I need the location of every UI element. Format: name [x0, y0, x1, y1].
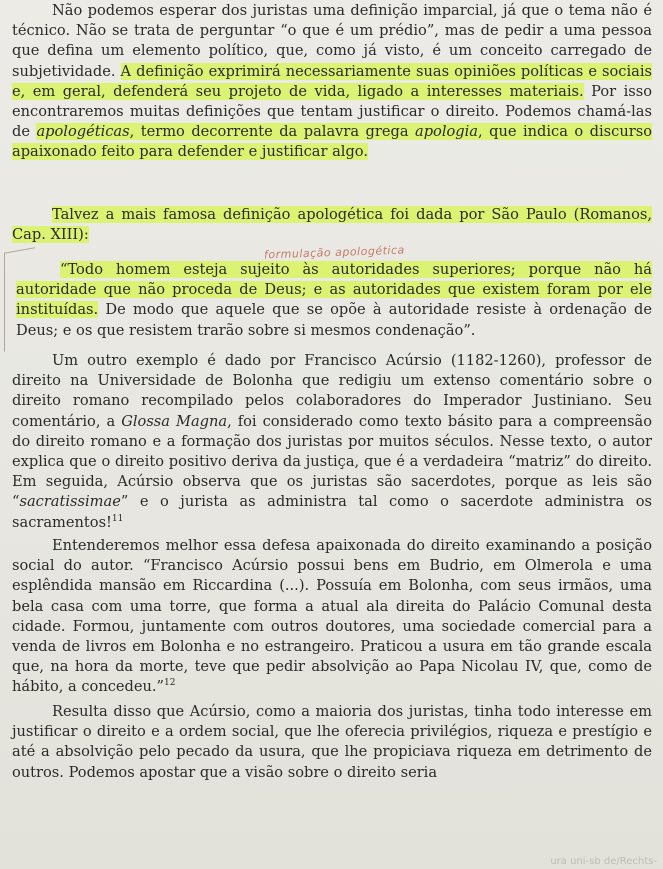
term-sacratissimae: sacratissimae	[19, 493, 121, 511]
term-apologeticas: apologéticas	[36, 123, 130, 141]
paragraph-1-text-c: , termo decorrente da palavra grega	[129, 123, 416, 141]
paragraph-5	[12, 536, 652, 698]
paragraph-2	[12, 205, 652, 245]
paragraph-1-text-b: Por isso encontraremos muitas definições que tentam justificar o direito. Podemos chamá-las de	[12, 82, 653, 141]
highlighted-sentence-1: A definição exprimirá necessariamente suas opiniões políticas e sociais e, em geral, defenderá seu projeto de vida, ligado a interesses materiais.	[12, 62, 652, 100]
term-apologia: apologia	[415, 123, 479, 141]
highlighted-intro-sao-paulo: Talvez a mais famosa definição apologética foi dada por São Paulo (Romanos, Cap. XIII):	[12, 206, 652, 244]
footnote-11[interactable]: 11	[111, 513, 124, 524]
paragraph-1	[12, 1, 652, 163]
watermark: ura uni-sb de/Rechts-	[550, 856, 657, 867]
paragraph-4-text-c: ” e o jurista as administra tal como o sacerdote administra os sacramentos!	[12, 493, 652, 531]
paragraph-6	[12, 702, 652, 783]
paragraph-4	[12, 351, 652, 533]
paragraph-6-text: Resulta disso que Acúrsio, como a maioria dos juristas, tinha todo interesse em justificar o direito e a ordem social, que lhe oferecia privilégios, riqueza e prestígio e até a absolvição pelo pecado da usura, que lhe propiciava riqueza em detrimento de outros. Podemos apostar que a visão sobre o direito seria	[12, 703, 652, 781]
footnote-12[interactable]: 12	[164, 678, 176, 689]
highlighted-quote: “Todo homem esteja sujeito às autoridades superiores; porque não há autoridade que não proceda de Deus; e as autoridades que existem foram por ele instituídas.	[16, 261, 652, 319]
quote-continuation: De modo que aquele que se opõe à autoridade resiste à ordenação de Deus; e os que resistem trarão sobre si mesmos condenação”.	[16, 301, 652, 339]
paragraph-3-quote	[12, 260, 652, 341]
paragraph-1-text-a: Não podemos esperar dos juristas uma definição imparcial, já que o tema não é técnico. Não se trata de perguntar “o que é um prédio”, mas de pedir a uma pessoa que defina um elemento político, que, como já visto, é um conceito carregado de subjetividade.	[12, 2, 652, 80]
paragraph-5-text: Entenderemos melhor essa defesa apaixonada do direito examinando a posição social do autor. “Francisco Acúrsio possui bens em Budrio, em Olmerola e uma esplêndida mansão em Riccardina (...). Possuía em Bolonha, com seus irmãos, uma bela casa com uma torre, que forma a atual ala direita do Palácio Comunal desta cidade. Formou, juntamente com outros doutores, uma sociedade comercial para a venda de livros em Bolonha e no estrangeiro. Praticou a usura em tão grande escala que, na hora da morte, teve que pedir absolvição ao Papa Nicolau IV, que, como de hábito, a concedeu.”	[12, 537, 652, 696]
highlighted-sentence-2: , que indica o discurso apaixonado feito para defender e justificar algo.	[12, 123, 652, 161]
handwritten-annotation: formulação apologética	[263, 243, 405, 262]
term-glossa-magna: Glossa Magna	[121, 412, 228, 430]
paragraph-4-text-a: Um outro exemplo é dado por Francisco Acúrsio (1182-1260), professor de direito na Universidade de Bolonha que redigiu um extenso comentário sobre o direito romano recompilado pelos colaboradores do Imperador Justiniano. Seu comentário, a	[12, 352, 652, 430]
paragraph-4-text-b: , foi considerado como texto básito para a compreensão do direito romano e a formação dos juristas por muitos séculos. Nesse texto, o autor explica que o direito positivo deriva da justiça, que é a verdadeira “matriz” do direito. Em seguida, Acúrsio observa que os juristas são sacerdotes, porque as leis são “	[12, 412, 652, 511]
